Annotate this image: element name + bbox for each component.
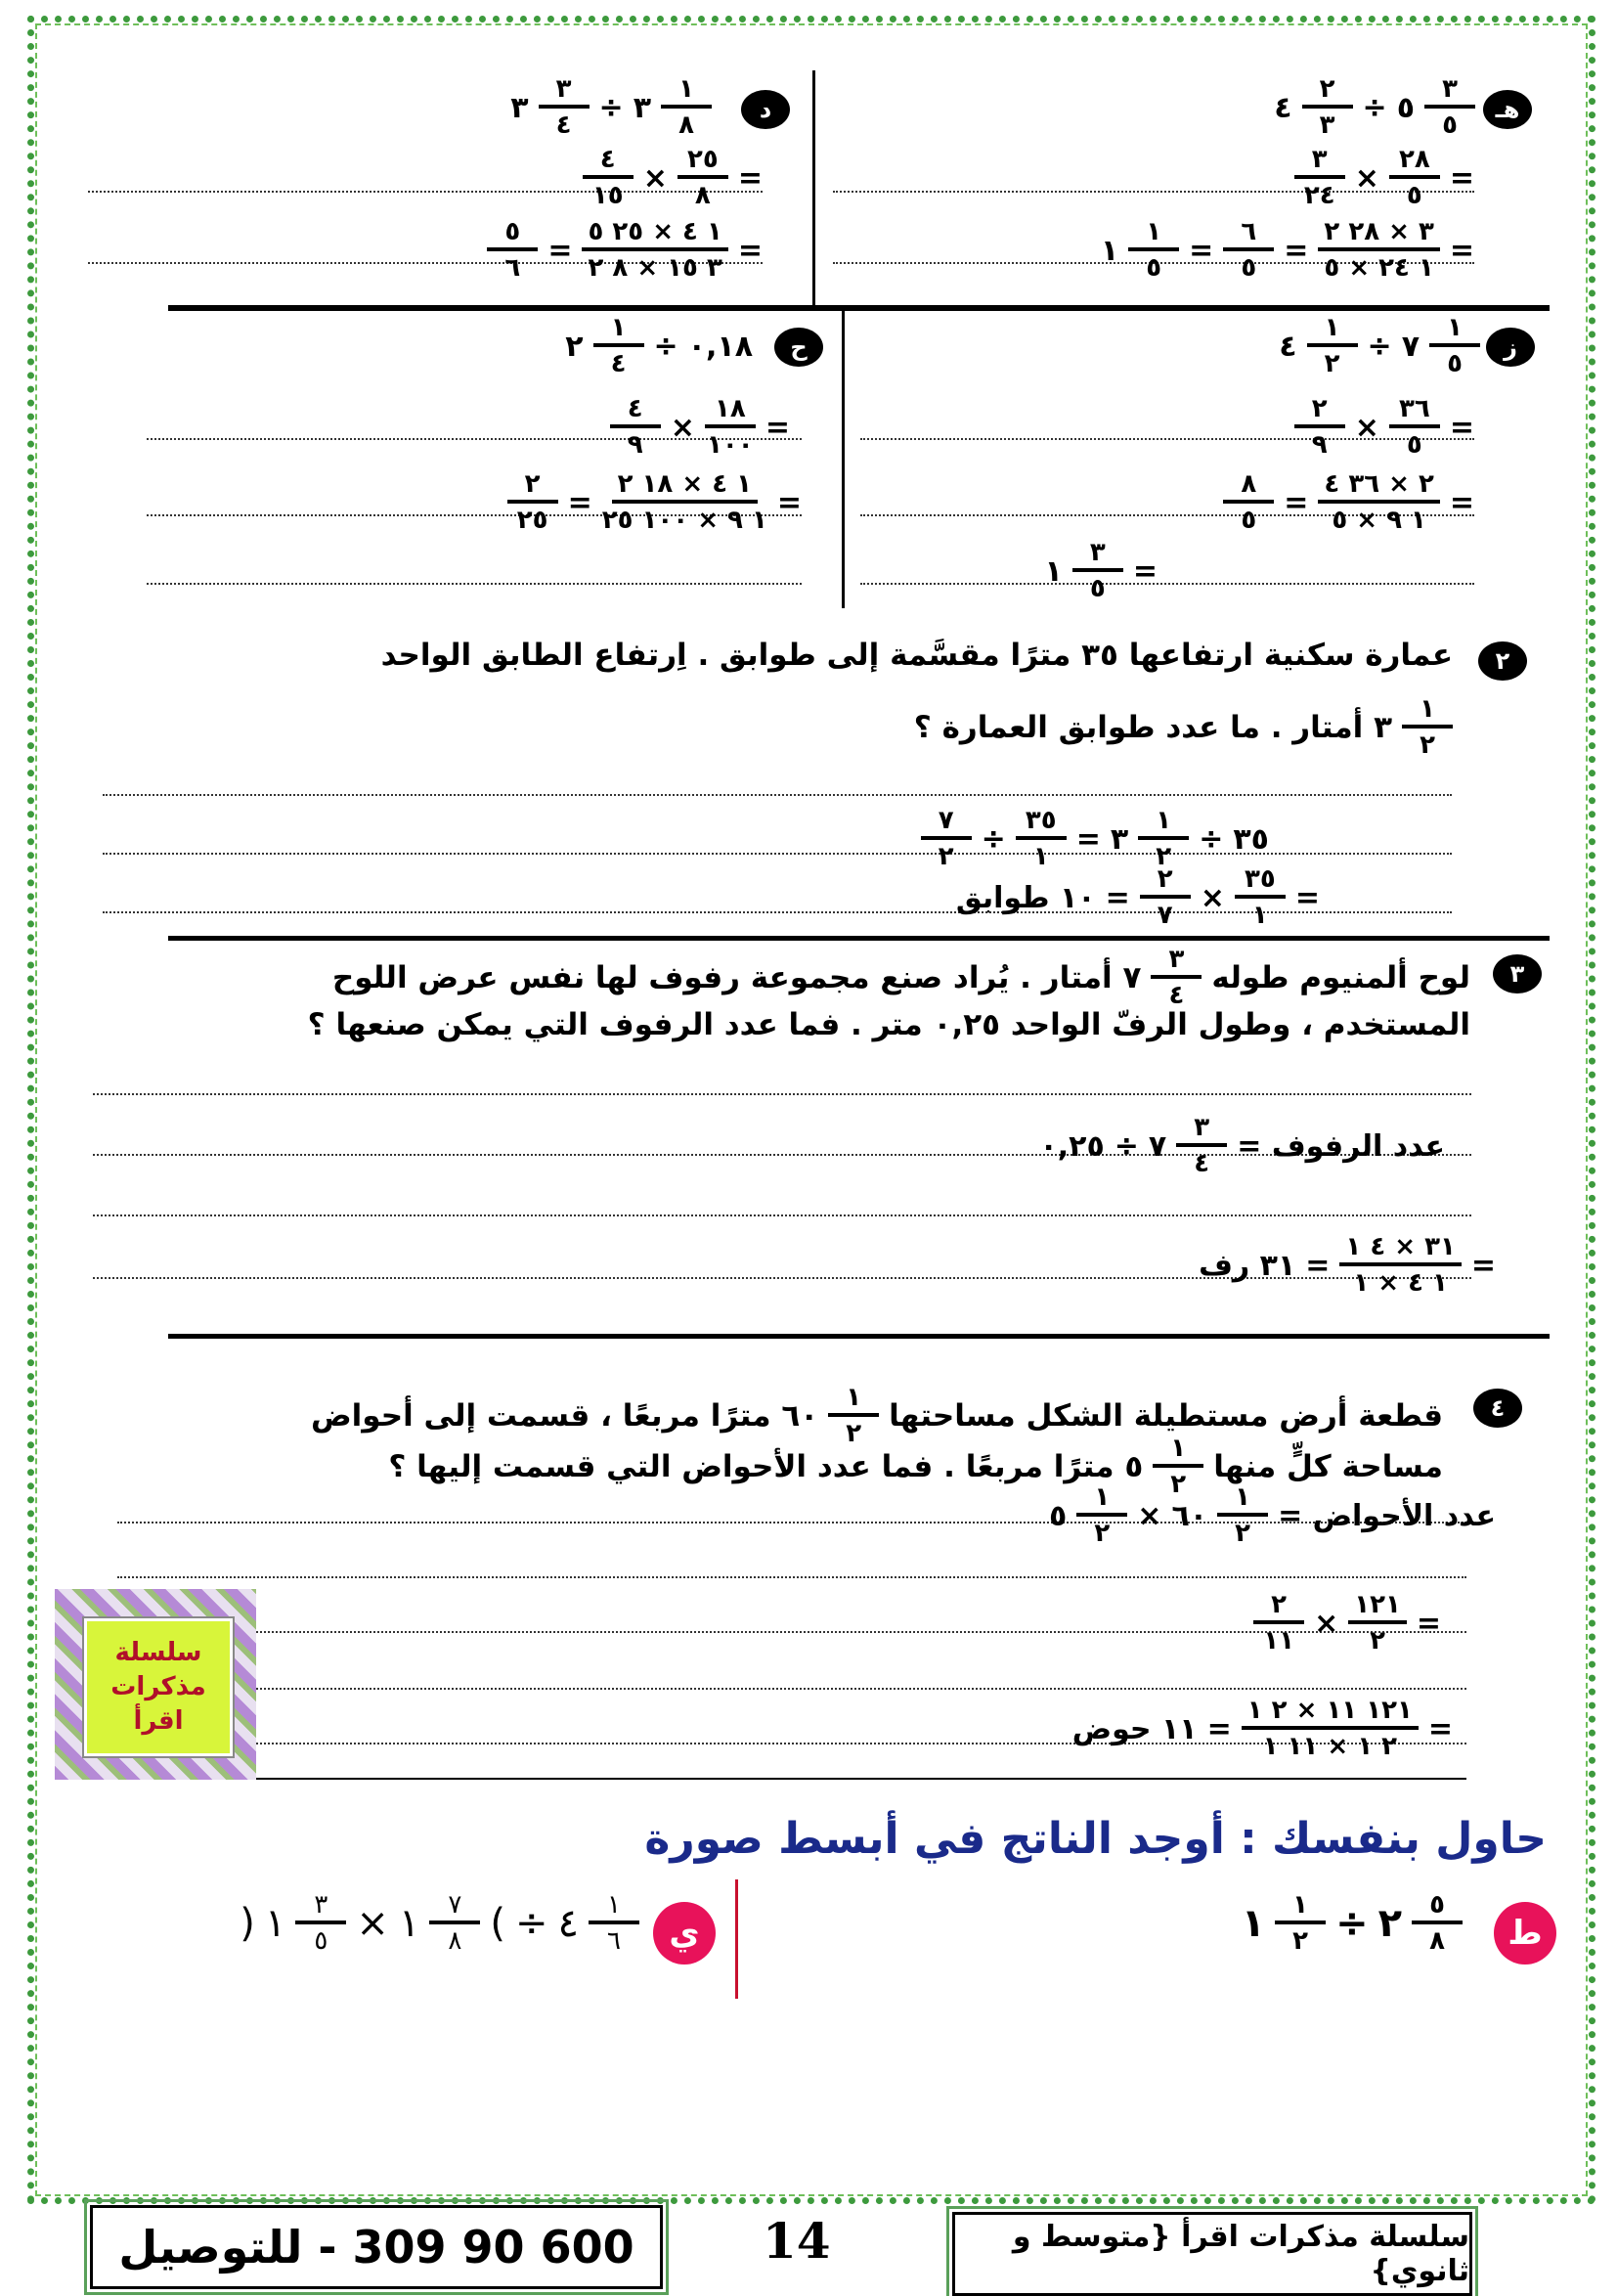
- fraction: [1389, 147, 1440, 210]
- math-token: ٥: [1048, 1498, 1068, 1533]
- problem-ha-expression: [565, 315, 753, 378]
- question-3-work2: [1199, 1234, 1496, 1298]
- fraction-numerator: ١: [1217, 1484, 1268, 1517]
- fraction: [1242, 1698, 1419, 1761]
- fraction-denominator: ٣: [1319, 110, 1335, 141]
- fraction-numerator: ١: [1128, 219, 1179, 251]
- fraction: [582, 219, 727, 283]
- problem-z-expression: [1279, 315, 1480, 378]
- fraction-denominator: ٢: [846, 1419, 862, 1449]
- fraction-numerator: ١ ٤ × ١٨ ٢: [612, 471, 758, 504]
- math-token: ÷: [1362, 90, 1387, 125]
- fraction: [1138, 808, 1189, 871]
- math-token: =: [1449, 485, 1474, 520]
- fraction-denominator: ١ ٤ × ١: [1353, 1268, 1448, 1299]
- fraction: [1151, 947, 1202, 1010]
- fraction-numerator: ٣: [295, 1892, 346, 1924]
- fraction: [1402, 696, 1453, 760]
- delivery-phone-box: [90, 2205, 663, 2289]
- divider-horizontal: [168, 305, 1550, 311]
- fraction: [677, 147, 728, 210]
- math-token: =: [737, 160, 763, 196]
- fraction-numerator: ٣٥: [1235, 866, 1286, 899]
- fraction-denominator: ٥: [314, 1926, 328, 1957]
- practice-t-expression: [1242, 1892, 1463, 1956]
- fraction: [705, 396, 756, 460]
- problem-badge: د: [741, 90, 790, 129]
- math-token: ÷: [1335, 1901, 1369, 1947]
- math-token: (: [240, 1901, 255, 1947]
- page-number: 14: [763, 2212, 831, 2270]
- fraction-numerator: ١: [1307, 315, 1358, 347]
- fraction-denominator: ٥: [1089, 574, 1106, 604]
- question-4-work1: [1049, 1484, 1496, 1548]
- math-token: ÷: [515, 1901, 548, 1947]
- math-token: =: [1449, 410, 1474, 445]
- answer-line: [117, 1576, 1466, 1578]
- question-3-text-line1: [332, 947, 1470, 1010]
- fraction-numerator: ١: [1138, 808, 1189, 840]
- fraction-numerator: ١ ٤ × ٢٥ ٥: [582, 219, 727, 251]
- fraction: [1294, 396, 1345, 460]
- divider-horizontal: [168, 1334, 1550, 1339]
- fraction: [1294, 147, 1345, 210]
- math-token: =: [1449, 233, 1474, 268]
- fraction-numerator: ٣: [1176, 1115, 1227, 1147]
- fraction-denominator: ٢: [1156, 842, 1172, 872]
- fraction: [1412, 1892, 1463, 1956]
- math-token: ٠,١٨: [687, 329, 753, 364]
- math-token: ٦٠ مترًا مربعًا ، قسمت إلى أحواض: [310, 1398, 819, 1435]
- question-2-text-line1: عمارة سكنية ارتفاعها ٣٥ مترًا مقسَّمة إلى طوابق . اِرتفاع الطابق الواحد: [380, 638, 1453, 673]
- math-token: =: [1449, 160, 1474, 196]
- fraction-numerator: ١٢١: [1348, 1592, 1407, 1624]
- fraction: [1176, 1115, 1227, 1178]
- problem-z-step2: [1223, 471, 1474, 535]
- math-token: ÷: [1199, 821, 1224, 857]
- answer-line: [93, 1093, 1471, 1095]
- math-token: =: [1470, 1248, 1496, 1283]
- math-token: ٦٠: [1171, 1498, 1208, 1533]
- fraction-denominator: ٤: [610, 349, 627, 379]
- math-token: ٤: [1279, 329, 1297, 364]
- fraction-denominator: ٥: [1447, 349, 1463, 379]
- fraction-denominator: ٧: [1157, 901, 1173, 931]
- fraction: [1235, 866, 1286, 930]
- fraction-numerator: ١: [593, 315, 644, 347]
- problem-d-expression: [510, 76, 712, 140]
- fraction-numerator: ٧: [429, 1892, 480, 1924]
- fraction-numerator: ١: [661, 76, 712, 109]
- fraction-numerator: ٣٥: [1016, 808, 1067, 840]
- delivery-phone: 600 90 309 - للتوصيل: [118, 2221, 634, 2274]
- fraction-numerator: ١: [1275, 1892, 1326, 1924]
- fraction: [593, 315, 644, 378]
- math-token: ٥ مترًا مربعًا . فما عدد الأحواض التي قسمت إليها ؟: [388, 1449, 1144, 1485]
- fraction-denominator: ٥: [1406, 430, 1422, 461]
- math-token: ٣: [633, 90, 651, 125]
- math-token: ١١ حوض: [1071, 1711, 1198, 1746]
- problem-h-step1: [1294, 147, 1474, 210]
- math-token: =: [1132, 553, 1158, 589]
- problem-ha-step1: [610, 396, 790, 460]
- fraction: [1339, 1234, 1461, 1298]
- math-token: قطعة أرض مستطيلة الشكل مساحتها: [889, 1398, 1443, 1435]
- fraction-numerator: ١: [1402, 696, 1453, 729]
- fraction-denominator: ٢٥: [516, 506, 548, 536]
- math-token: =: [1284, 233, 1309, 268]
- series-title-box: [952, 2212, 1472, 2296]
- fraction-numerator: ٤: [610, 396, 661, 428]
- fraction: [1318, 471, 1439, 535]
- fraction-denominator: ٦: [607, 1926, 621, 1957]
- fraction-denominator: ٢ ١ × ١١ ١: [1262, 1732, 1397, 1762]
- math-token: ٣: [510, 90, 529, 125]
- question-2-work2: [956, 866, 1320, 930]
- fraction-numerator: ٣ × ٢٨ ٢: [1318, 219, 1439, 251]
- math-token: =: [1427, 1711, 1453, 1746]
- fraction: [583, 147, 634, 210]
- math-token: ٠,٢٥: [1039, 1128, 1105, 1164]
- fraction-numerator: ٢: [1294, 396, 1345, 428]
- math-token: =: [765, 410, 790, 445]
- fraction-denominator: ٢: [1235, 1519, 1250, 1549]
- fraction: [1389, 396, 1440, 460]
- fraction: [610, 396, 661, 460]
- fraction-numerator: ١: [828, 1385, 879, 1417]
- fraction-numerator: ٦: [1223, 219, 1274, 251]
- problem-h-expression: [1274, 76, 1475, 140]
- divider-horizontal: [168, 936, 1550, 941]
- math-token: ١: [398, 1901, 420, 1947]
- math-token: =: [776, 485, 802, 520]
- fraction-numerator: ١: [1153, 1435, 1203, 1468]
- fraction: [1307, 315, 1358, 378]
- math-token: =: [1416, 1606, 1441, 1641]
- fraction-denominator: ٢: [1292, 1926, 1308, 1957]
- math-token: =: [547, 233, 573, 268]
- fraction: [1253, 1592, 1304, 1656]
- logo-text: اقرأ: [133, 1706, 184, 1737]
- fraction-numerator: ٥: [1412, 1892, 1463, 1924]
- fraction-numerator: ٣١ × ٤ ١: [1339, 1234, 1461, 1266]
- fraction-numerator: ٢: [1253, 1592, 1304, 1624]
- fraction: [1424, 76, 1475, 140]
- practice-heading: حاول بنفسك : أوجد الناتج في أبسط صورة: [644, 1814, 1547, 1864]
- fraction: [589, 1892, 639, 1956]
- fraction: [602, 471, 767, 535]
- answer-line: [860, 583, 1474, 585]
- fraction-numerator: ٤: [583, 147, 634, 179]
- problem-badge: ز: [1486, 328, 1535, 367]
- math-token: =: [1206, 1711, 1232, 1746]
- math-token: =: [567, 485, 592, 520]
- fraction-denominator: ٦: [504, 253, 521, 284]
- fraction-numerator: ١: [1429, 315, 1480, 347]
- fraction-numerator: ١: [1076, 1484, 1127, 1517]
- math-token: ٣: [1110, 821, 1129, 857]
- fraction-numerator: ٣: [1072, 540, 1123, 572]
- math-token: عدد الرفوف =: [1237, 1128, 1445, 1164]
- fraction-numerator: ١٨: [705, 396, 756, 428]
- fraction-denominator: ٢: [1370, 1626, 1385, 1656]
- math-token: ٢: [1377, 1901, 1402, 1947]
- fraction: [1076, 1484, 1127, 1548]
- fraction: [1348, 1592, 1407, 1656]
- fraction-denominator: ٢: [1094, 1519, 1111, 1549]
- question-3-work1: [1039, 1115, 1445, 1178]
- math-token: =: [1294, 880, 1320, 915]
- divider-vertical-bottom: [842, 311, 845, 608]
- fraction-denominator: ١٠٠: [707, 430, 754, 461]
- problem-badge: هـ: [1483, 90, 1532, 129]
- problem-z-step1: [1294, 396, 1474, 460]
- fraction-numerator: ٢: [1302, 76, 1353, 109]
- fraction-denominator: ٤: [555, 110, 572, 141]
- problem-d-step1: [583, 147, 763, 210]
- fraction-denominator: ١: [1032, 842, 1049, 872]
- math-token: ×: [670, 410, 695, 445]
- fraction: [539, 76, 590, 140]
- fraction-numerator: ١: [589, 1892, 639, 1924]
- math-token: ×: [356, 1901, 389, 1947]
- practice-badge: ط: [1494, 1902, 1556, 1965]
- math-token: =: [1305, 1248, 1331, 1283]
- fraction-denominator: ٩: [627, 430, 643, 461]
- fraction-numerator: ٢: [1140, 866, 1191, 899]
- question-2-text-line2: [914, 696, 1453, 760]
- question-2-work1: [921, 808, 1269, 871]
- fraction-denominator: ١ ٩ × ٥: [1332, 506, 1426, 536]
- question-badge: ٣: [1493, 954, 1542, 993]
- math-token: ١: [264, 1901, 286, 1947]
- fraction-numerator: ٢٨: [1389, 147, 1440, 179]
- fraction-numerator: ٣٦: [1389, 396, 1440, 428]
- fraction-numerator: ٢: [507, 471, 558, 504]
- fraction-denominator: ٤: [1168, 981, 1185, 1011]
- fraction-denominator: ٤: [1194, 1149, 1210, 1179]
- fraction-denominator: ١: [1251, 901, 1268, 931]
- logo-text: مذكرات: [110, 1671, 206, 1701]
- math-token: ٧: [1401, 329, 1420, 364]
- answer-line: [103, 794, 1452, 796]
- question-badge: ٤: [1473, 1389, 1522, 1428]
- fraction: [1429, 315, 1480, 378]
- practice-y-expression: [240, 1892, 639, 1956]
- fraction: [661, 76, 712, 140]
- math-token: مساحة كلٍّ منها: [1213, 1449, 1443, 1485]
- fraction: [1072, 540, 1123, 603]
- fraction: [1140, 866, 1191, 930]
- math-token: ٥: [1396, 90, 1415, 125]
- math-token: ×: [1200, 880, 1225, 915]
- fraction-denominator: ٣ ١٥ × ٨ ٢: [588, 253, 722, 284]
- divider-vertical-top: [812, 70, 815, 309]
- fraction-denominator: ٢: [938, 842, 954, 872]
- math-token: ×: [1137, 1498, 1162, 1533]
- math-token: ÷: [1114, 1128, 1139, 1164]
- fraction-denominator: ١٥: [591, 181, 624, 211]
- fraction: [507, 471, 558, 535]
- problem-z-step3: [1045, 540, 1158, 603]
- math-token: ÷: [653, 329, 678, 364]
- math-token: =: [737, 233, 763, 268]
- fraction-denominator: ٥: [1146, 253, 1162, 284]
- math-token: ÷: [598, 90, 624, 125]
- math-token: ÷: [981, 821, 1006, 857]
- fraction-denominator: ٢: [1324, 349, 1340, 379]
- math-token: =: [1105, 880, 1130, 915]
- math-token: ٣٥: [1233, 821, 1269, 857]
- problem-ha-step2: [507, 471, 802, 535]
- math-token: ١: [1100, 233, 1119, 268]
- answer-line: [256, 1688, 1466, 1690]
- math-token: ١٠ طوابق: [955, 880, 1096, 915]
- fraction-numerator: ٣: [539, 76, 590, 109]
- fraction: [1275, 1892, 1326, 1956]
- fraction-denominator: ٨: [678, 110, 694, 141]
- fraction-denominator: ١١: [1263, 1626, 1294, 1656]
- series-logo: [55, 1589, 256, 1780]
- math-token: ٤: [1274, 90, 1292, 125]
- fraction-denominator: ٢: [1170, 1470, 1187, 1500]
- problem-badge: ح: [774, 328, 823, 367]
- math-token: ١: [1241, 1901, 1266, 1947]
- question-3-text-line2: المستخدم ، وطول الرفّ الواحد ٠,٢٥ متر . فما عدد الرفوف التي يمكن صنعها ؟: [307, 1007, 1470, 1042]
- fraction-denominator: ٨: [448, 1926, 462, 1957]
- math-token: ٣ أمتار . ما عدد طوابق العمارة ؟: [913, 710, 1392, 746]
- fraction-numerator: ٣: [1294, 147, 1345, 179]
- fraction-denominator: ٩: [1311, 430, 1328, 461]
- fraction-denominator: ٨: [694, 181, 711, 211]
- fraction: [1016, 808, 1067, 871]
- problem-d-step2: [487, 219, 763, 283]
- fraction-numerator: ٣: [1151, 947, 1202, 979]
- question-badge: ٢: [1478, 641, 1527, 681]
- answer-line: [147, 583, 802, 585]
- question-4-work3: [1072, 1698, 1453, 1761]
- answer-line: [93, 1214, 1471, 1216]
- math-token: =: [1189, 233, 1214, 268]
- fraction: [1302, 76, 1353, 140]
- math-token: ٤: [557, 1901, 579, 1947]
- fraction-denominator: ١ ٩ × ١٠٠ ٢٥: [601, 506, 767, 536]
- math-token: =: [1075, 821, 1101, 857]
- fraction: [921, 808, 972, 871]
- fraction-numerator: ٣: [1424, 76, 1475, 109]
- math-token: عدد الأحواض =: [1278, 1498, 1496, 1533]
- math-token: ×: [1354, 160, 1379, 196]
- fraction-denominator: ٥: [1241, 506, 1257, 536]
- fraction: [487, 219, 538, 283]
- fraction: [429, 1892, 480, 1956]
- math-token: ×: [1354, 410, 1379, 445]
- math-token: ٣١ رف: [1199, 1248, 1296, 1283]
- math-token: ٧: [1148, 1128, 1167, 1164]
- fraction-numerator: ٧: [921, 808, 972, 840]
- math-token: لوح ألمنيوم طوله: [1211, 960, 1470, 996]
- fraction-numerator: ٨: [1223, 471, 1274, 504]
- fraction-numerator: ٢٥: [677, 147, 728, 179]
- math-token: ×: [1314, 1606, 1339, 1641]
- fraction-denominator: ٢٤: [1303, 181, 1335, 211]
- divider-horizontal: [117, 1778, 1466, 1780]
- fraction-numerator: ٥: [487, 219, 538, 251]
- question-4-work2: [1253, 1592, 1441, 1656]
- fraction: [1128, 219, 1179, 283]
- fraction: [1223, 471, 1274, 535]
- fraction-denominator: ٨: [1429, 1926, 1445, 1957]
- math-token: ): [490, 1901, 505, 1947]
- logo-text: سلسلة: [114, 1637, 202, 1667]
- math-token: ١: [1044, 553, 1063, 589]
- fraction-numerator: ١٢١ ١١ × ٢ ١: [1242, 1698, 1419, 1730]
- fraction: [295, 1892, 346, 1956]
- fraction-denominator: ٥: [1442, 110, 1458, 141]
- fraction: [1318, 219, 1439, 283]
- fraction-denominator: ٥: [1241, 253, 1257, 284]
- practice-divider: [735, 1879, 738, 1999]
- fraction-numerator: ٢ × ٣٦ ٤: [1318, 471, 1439, 504]
- math-token: ÷: [1367, 329, 1392, 364]
- math-token: =: [1284, 485, 1309, 520]
- fraction-denominator: ٥: [1406, 181, 1422, 211]
- fraction: [1217, 1484, 1268, 1548]
- series-title: سلسلة مذكرات اقرأ {متوسط و ثانوي}: [1012, 2220, 1469, 2288]
- fraction-denominator: ٢: [1420, 730, 1435, 761]
- problem-h-step2: [1101, 219, 1474, 283]
- math-token: ٢: [565, 329, 584, 364]
- practice-badge: ي: [653, 1902, 716, 1965]
- math-token: ٧ أمتار . يُراد صنع مجموعة رفوف لها نفس عرض اللوح: [331, 960, 1142, 996]
- fraction: [1223, 219, 1274, 283]
- fraction-denominator: ١ ٢٤ × ٥: [1324, 253, 1434, 284]
- math-token: ×: [642, 160, 668, 196]
